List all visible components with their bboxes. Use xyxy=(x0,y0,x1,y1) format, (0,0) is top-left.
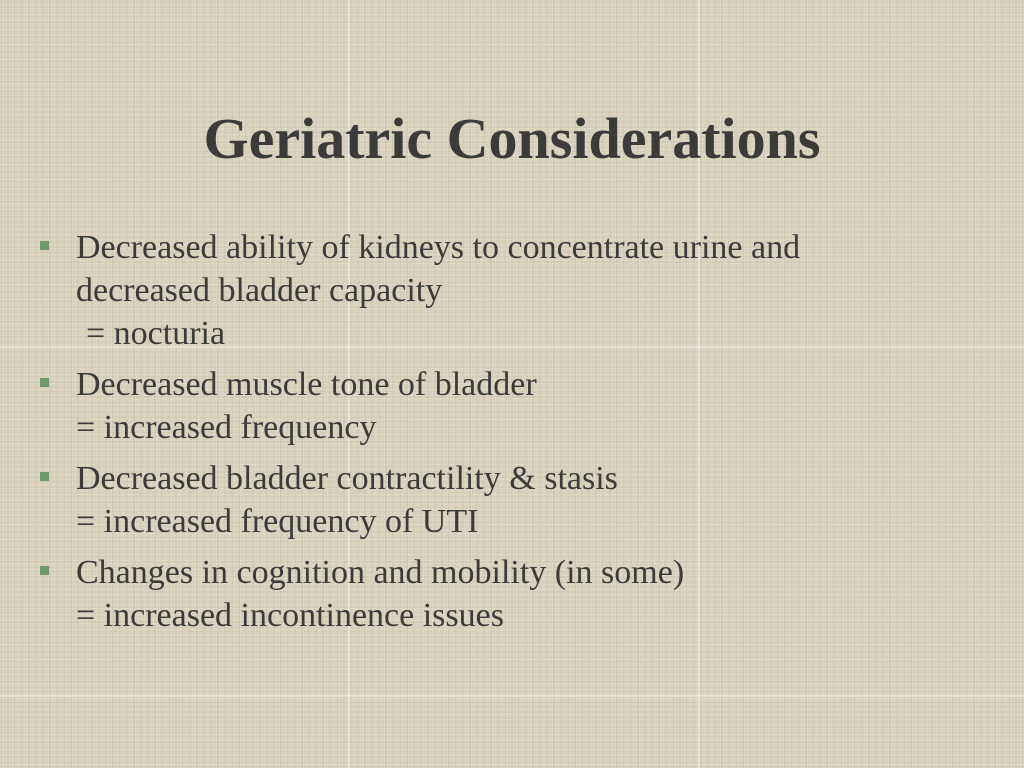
bullet-line: = increased frequency xyxy=(76,409,377,446)
bullet-line: Decreased ability of kidneys to concentrate urine and xyxy=(76,229,801,266)
bullet-item xyxy=(38,226,998,355)
bullet-item xyxy=(38,457,998,543)
bullet-list xyxy=(38,226,998,645)
bullet-line: Decreased bladder contractility & stasis xyxy=(76,460,618,497)
bullet-line: Changes in cognition and mobility (in some) xyxy=(76,554,685,591)
square-bullet-icon xyxy=(40,241,49,250)
bullet-line: = increased incontinence issues xyxy=(76,597,504,634)
bullet-item xyxy=(38,363,998,449)
bullet-line: = nocturia xyxy=(86,315,226,352)
bullet-line: decreased bladder capacity xyxy=(76,272,443,309)
slide-title: Geriatric Considerations xyxy=(203,106,821,171)
square-bullet-icon xyxy=(40,566,49,575)
square-bullet-icon xyxy=(40,378,49,387)
texture-gridline xyxy=(0,695,1024,697)
bullet-line: Decreased muscle tone of bladder xyxy=(76,366,537,403)
square-bullet-icon xyxy=(40,472,49,481)
bullet-line: = increased frequency of UTI xyxy=(76,503,479,540)
bullet-item xyxy=(38,551,998,637)
